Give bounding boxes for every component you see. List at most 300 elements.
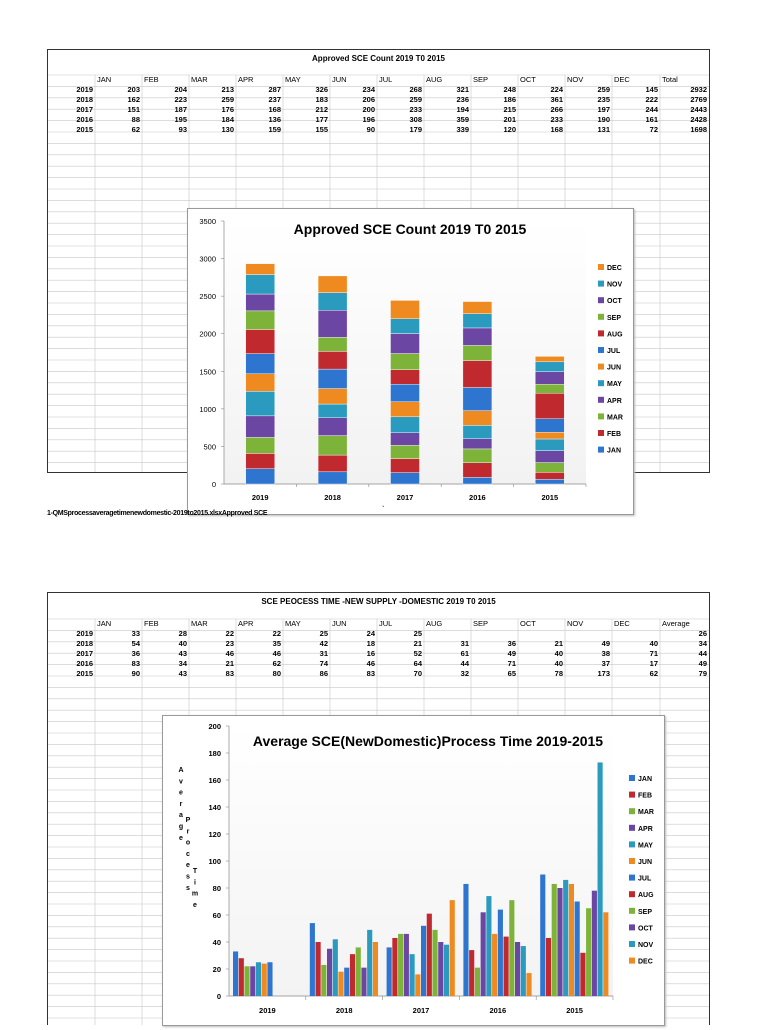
cell[interactable] — [518, 629, 565, 639]
cell[interactable]: 213 — [221, 85, 234, 94]
header-cell[interactable]: JUL — [379, 619, 393, 628]
bar-jul-2016[interactable] — [498, 910, 503, 996]
cell[interactable]: 35 — [272, 639, 281, 648]
bar-segment-jun-2016[interactable] — [463, 411, 492, 426]
cell[interactable]: 259 — [597, 85, 610, 94]
bar-segment-feb-2015[interactable] — [535, 472, 564, 479]
cell[interactable]: 28 — [178, 629, 187, 638]
cell[interactable]: 168 — [550, 125, 563, 134]
cell[interactable]: 2443 — [690, 105, 707, 114]
cell[interactable]: 235 — [597, 95, 610, 104]
cell[interactable]: 43 — [178, 649, 187, 658]
cell[interactable]: 36 — [507, 639, 516, 648]
header-cell[interactable]: JAN — [97, 75, 112, 84]
bar-segment-aug-2018[interactable] — [318, 351, 347, 369]
cell[interactable]: 31 — [460, 639, 469, 648]
header-cell[interactable] — [48, 75, 95, 85]
bar-segment-apr-2019[interactable] — [246, 416, 275, 438]
cell[interactable]: 74 — [319, 659, 328, 668]
cell[interactable]: 83 — [366, 669, 375, 678]
bar-segment-sep-2015[interactable] — [535, 384, 564, 393]
cell[interactable]: 88 — [131, 115, 140, 124]
cell[interactable]: 223 — [174, 95, 187, 104]
cell[interactable]: 83 — [131, 659, 140, 668]
cell[interactable]: 2018 — [76, 639, 93, 648]
cell[interactable]: 120 — [503, 125, 516, 134]
bar-aug-2016[interactable] — [504, 937, 509, 996]
bar-may-2019[interactable] — [256, 962, 261, 996]
bar-nov-2016[interactable] — [521, 946, 526, 996]
cell[interactable]: 130 — [221, 125, 234, 134]
cell[interactable]: 204 — [174, 85, 187, 94]
cell[interactable]: 176 — [221, 105, 234, 114]
bar-segment-jan-2016[interactable] — [463, 477, 492, 484]
cell[interactable]: 42 — [319, 639, 328, 648]
bar-dec-2016[interactable] — [526, 973, 531, 996]
bar-nov-2017[interactable] — [444, 945, 449, 996]
cell[interactable]: 184 — [221, 115, 234, 124]
cell[interactable]: 200 — [362, 105, 375, 114]
legend-label[interactable]: JUL — [607, 348, 621, 355]
bar-segment-dec-2018[interactable] — [318, 276, 347, 293]
cell[interactable]: 151 — [127, 105, 140, 114]
cell[interactable]: 52 — [413, 649, 422, 658]
cell[interactable]: 237 — [268, 95, 281, 104]
header-cell[interactable]: DEC — [614, 75, 630, 84]
cell[interactable]: 62 — [272, 659, 281, 668]
header-cell[interactable]: JAN — [97, 619, 112, 628]
bar-segment-jan-2019[interactable] — [246, 469, 275, 484]
bar-jan-2015[interactable] — [540, 875, 545, 997]
cell[interactable]: 173 — [597, 669, 610, 678]
cell[interactable]: 201 — [503, 115, 516, 124]
legend-label[interactable]: AUG — [638, 892, 654, 900]
bar-segment-apr-2015[interactable] — [535, 451, 564, 463]
cell[interactable]: 2769 — [690, 95, 707, 104]
bar-segment-may-2018[interactable] — [318, 404, 347, 418]
bar-dec-2015[interactable] — [603, 912, 608, 996]
cell[interactable]: 43 — [178, 669, 187, 678]
bar-oct-2017[interactable] — [438, 942, 443, 996]
cell[interactable]: 136 — [268, 115, 281, 124]
header-cell[interactable]: AUG — [426, 619, 443, 628]
cell[interactable]: 212 — [315, 105, 328, 114]
header-cell[interactable]: DEC — [614, 619, 630, 628]
bar-segment-jul-2019[interactable] — [246, 354, 275, 374]
bar-segment-feb-2016[interactable] — [463, 463, 492, 478]
bar-segment-aug-2016[interactable] — [463, 361, 492, 388]
header-cell[interactable]: JUN — [332, 75, 347, 84]
bar-segment-may-2015[interactable] — [535, 439, 564, 451]
cell[interactable]: 2016 — [76, 115, 93, 124]
cell[interactable]: 31 — [319, 649, 328, 658]
cell[interactable]: 155 — [315, 125, 328, 134]
cell[interactable]: 46 — [225, 649, 234, 658]
bar-segment-sep-2019[interactable] — [246, 311, 275, 330]
cell[interactable]: 21 — [554, 639, 563, 648]
cell[interactable]: 206 — [362, 95, 375, 104]
cell[interactable]: 179 — [409, 125, 422, 134]
cell[interactable]: 2018 — [76, 95, 93, 104]
bar-may-2015[interactable] — [563, 880, 568, 996]
bar-sep-2015[interactable] — [586, 908, 591, 996]
bar-segment-dec-2016[interactable] — [463, 302, 492, 314]
cell[interactable]: 194 — [456, 105, 469, 114]
cell[interactable] — [565, 629, 612, 639]
bar-segment-may-2017[interactable] — [391, 417, 420, 433]
cell[interactable]: 71 — [649, 649, 658, 658]
cell[interactable]: 259 — [409, 95, 422, 104]
bar-jun-2015[interactable] — [569, 884, 574, 996]
cell[interactable]: 25 — [319, 629, 328, 638]
legend-label[interactable]: DEC — [638, 958, 653, 966]
cell[interactable] — [424, 629, 471, 639]
cell[interactable]: 2428 — [690, 115, 707, 124]
bar-aug-2018[interactable] — [350, 954, 355, 996]
bar-jul-2018[interactable] — [344, 968, 349, 996]
cell[interactable]: 2016 — [76, 659, 93, 668]
legend-label[interactable]: NOV — [607, 281, 623, 289]
cell[interactable]: 2015 — [76, 669, 93, 678]
bar-jan-2017[interactable] — [387, 947, 392, 996]
bar-mar-2016[interactable] — [475, 968, 480, 996]
cell[interactable]: 18 — [366, 639, 375, 648]
cell[interactable]: 44 — [460, 659, 469, 668]
cell[interactable]: 259 — [221, 95, 234, 104]
bar-feb-2015[interactable] — [546, 938, 551, 996]
bar-segment-jul-2018[interactable] — [318, 369, 347, 388]
bar-segment-sep-2018[interactable] — [318, 337, 347, 351]
header-cell[interactable]: NOV — [567, 619, 584, 628]
bar-segment-nov-2015[interactable] — [535, 362, 564, 372]
cell[interactable]: 234 — [362, 85, 375, 94]
cell[interactable]: 215 — [503, 105, 516, 114]
cell[interactable]: 224 — [550, 85, 563, 94]
legend-label[interactable]: OCT — [638, 925, 653, 933]
clustered-bar-chart[interactable] — [162, 715, 665, 1026]
legend-label[interactable]: APR — [638, 825, 653, 833]
header-cell[interactable]: AUG — [426, 75, 443, 84]
cell[interactable]: 2017 — [76, 105, 93, 114]
cell[interactable]: 186 — [503, 95, 516, 104]
cell[interactable]: 44 — [698, 649, 707, 658]
bar-may-2016[interactable] — [486, 896, 491, 996]
bar-segment-jan-2018[interactable] — [318, 472, 347, 484]
cell[interactable]: 86 — [319, 669, 328, 678]
bar-apr-2016[interactable] — [481, 912, 486, 996]
cell[interactable]: 233 — [409, 105, 422, 114]
cell[interactable]: 34 — [698, 639, 707, 648]
header-cell[interactable]: MAY — [285, 619, 301, 628]
legend-label[interactable]: SEP — [607, 314, 622, 322]
bar-segment-jun-2019[interactable] — [246, 374, 275, 392]
cell[interactable]: 25 — [413, 629, 422, 638]
cell[interactable]: 308 — [409, 115, 422, 124]
cell[interactable]: 40 — [649, 639, 658, 648]
bar-dec-2017[interactable] — [450, 900, 455, 996]
cell[interactable]: 203 — [127, 85, 140, 94]
cell[interactable]: 162 — [127, 95, 140, 104]
cell[interactable]: 159 — [268, 125, 281, 134]
cell[interactable]: 195 — [174, 115, 187, 124]
bar-dec-2018[interactable] — [373, 942, 378, 996]
cell[interactable]: 23 — [225, 639, 234, 648]
cell[interactable]: 161 — [645, 115, 658, 124]
bar-segment-mar-2018[interactable] — [318, 436, 347, 455]
cell[interactable]: 21 — [225, 659, 234, 668]
cell[interactable]: 1698 — [690, 125, 707, 134]
bar-segment-sep-2017[interactable] — [391, 354, 420, 370]
bar-mar-2015[interactable] — [552, 884, 557, 996]
legend-label[interactable]: FEB — [607, 431, 621, 438]
bar-segment-nov-2018[interactable] — [318, 293, 347, 311]
bar-jan-2019[interactable] — [233, 951, 238, 996]
bar-jul-2015[interactable] — [575, 902, 580, 997]
bar-apr-2018[interactable] — [327, 949, 332, 996]
bar-sep-2017[interactable] — [432, 930, 437, 996]
cell[interactable]: 38 — [601, 649, 610, 658]
cell[interactable]: 70 — [413, 669, 422, 678]
cell[interactable]: 244 — [645, 105, 658, 114]
cell[interactable]: 236 — [456, 95, 469, 104]
cell[interactable]: 78 — [554, 669, 563, 678]
cell[interactable]: 46 — [366, 659, 375, 668]
cell[interactable]: 287 — [268, 85, 281, 94]
legend-label[interactable]: FEB — [638, 792, 652, 800]
bar-segment-jun-2017[interactable] — [391, 402, 420, 417]
bar-segment-aug-2019[interactable] — [246, 330, 275, 354]
cell[interactable]: 49 — [698, 659, 707, 668]
legend-label[interactable]: APR — [607, 397, 622, 405]
legend-label[interactable]: JUN — [607, 364, 622, 372]
cell[interactable]: 49 — [507, 649, 516, 658]
bar-segment-jun-2015[interactable] — [535, 432, 564, 439]
cell[interactable]: 32 — [460, 669, 469, 678]
header-cell[interactable]: Average — [662, 619, 690, 628]
cell[interactable]: 62 — [131, 125, 140, 134]
bar-segment-oct-2019[interactable] — [246, 294, 275, 311]
bar-segment-apr-2018[interactable] — [318, 418, 347, 436]
bar-segment-mar-2019[interactable] — [246, 437, 275, 453]
bar-oct-2016[interactable] — [515, 942, 520, 996]
legend-label[interactable]: JUL — [638, 875, 652, 883]
cell[interactable]: 16 — [366, 649, 375, 658]
cell[interactable]: 72 — [649, 125, 658, 134]
legend-label[interactable]: DEC — [607, 265, 622, 272]
cell[interactable]: 36 — [131, 649, 140, 658]
cell[interactable]: 339 — [456, 125, 469, 134]
bar-segment-aug-2017[interactable] — [391, 370, 420, 385]
cell[interactable]: 40 — [554, 659, 563, 668]
cell[interactable]: 326 — [315, 85, 328, 94]
legend-label[interactable]: AUG — [607, 331, 623, 339]
bar-segment-jan-2017[interactable] — [391, 473, 420, 484]
header-cell[interactable]: SEP — [473, 619, 489, 628]
header-cell[interactable] — [48, 619, 95, 629]
bar-segment-dec-2015[interactable] — [535, 356, 564, 361]
bar-mar-2019[interactable] — [244, 966, 249, 996]
bar-segment-nov-2019[interactable] — [246, 275, 275, 294]
cell[interactable]: 83 — [225, 669, 234, 678]
header-cell[interactable]: FEB — [144, 75, 159, 84]
bar-segment-jul-2016[interactable] — [463, 388, 492, 411]
bar-sep-2018[interactable] — [356, 947, 361, 996]
bar-feb-2019[interactable] — [239, 958, 244, 996]
cell[interactable]: 233 — [550, 115, 563, 124]
cell[interactable]: 2017 — [76, 649, 93, 658]
cell[interactable]: 196 — [362, 115, 375, 124]
bar-may-2017[interactable] — [410, 954, 415, 996]
bar-nov-2018[interactable] — [367, 930, 372, 996]
bar-segment-oct-2015[interactable] — [535, 372, 564, 385]
cell[interactable]: 61 — [460, 649, 469, 658]
cell[interactable]: 183 — [315, 95, 328, 104]
bar-nov-2015[interactable] — [598, 762, 603, 996]
bar-jul-2017[interactable] — [421, 926, 426, 996]
cell[interactable]: 21 — [413, 639, 422, 648]
cell[interactable]: 90 — [131, 669, 140, 678]
header-cell[interactable]: NOV — [567, 75, 584, 84]
bar-segment-jul-2015[interactable] — [535, 419, 564, 432]
bar-jun-2017[interactable] — [415, 974, 420, 996]
bar-oct-2015[interactable] — [592, 891, 597, 996]
bar-feb-2017[interactable] — [392, 938, 397, 996]
cell[interactable]: 34 — [178, 659, 187, 668]
cell[interactable]: 2019 — [76, 85, 93, 94]
header-cell[interactable]: SEP — [473, 75, 489, 84]
header-cell[interactable]: MAR — [191, 75, 208, 84]
cell[interactable]: 321 — [456, 85, 469, 94]
bar-segment-jun-2018[interactable] — [318, 389, 347, 404]
cell[interactable]: 197 — [597, 105, 610, 114]
cell[interactable]: 2015 — [76, 125, 93, 134]
cell[interactable]: 248 — [503, 85, 516, 94]
legend-label[interactable]: MAR — [638, 809, 654, 817]
cell[interactable]: 37 — [601, 659, 610, 668]
legend-label[interactable]: MAY — [638, 842, 653, 850]
cell[interactable]: 79 — [698, 669, 707, 678]
bar-segment-oct-2017[interactable] — [391, 334, 420, 354]
bar-jan-2018[interactable] — [310, 923, 315, 996]
bar-segment-mar-2017[interactable] — [391, 445, 420, 458]
bar-segment-sep-2016[interactable] — [463, 345, 492, 360]
bar-segment-feb-2018[interactable] — [318, 455, 347, 472]
legend-label[interactable]: MAY — [607, 381, 622, 389]
bar-segment-apr-2017[interactable] — [391, 433, 420, 446]
bar-segment-dec-2019[interactable] — [246, 264, 275, 275]
cell[interactable]: 187 — [174, 105, 187, 114]
bar-apr-2019[interactable] — [250, 966, 255, 996]
bar-segment-jul-2017[interactable] — [391, 384, 420, 402]
cell[interactable]: 62 — [649, 669, 658, 678]
cell[interactable]: 131 — [597, 125, 610, 134]
bar-aug-2015[interactable] — [580, 953, 585, 996]
cell[interactable]: 54 — [131, 639, 140, 648]
cell[interactable]: 46 — [272, 649, 281, 658]
header-cell[interactable]: APR — [238, 619, 254, 628]
bar-apr-2015[interactable] — [557, 888, 562, 996]
header-cell[interactable]: JUL — [379, 75, 393, 84]
cell[interactable]: 40 — [178, 639, 187, 648]
legend-label[interactable]: OCT — [607, 298, 622, 306]
bar-segment-may-2019[interactable] — [246, 391, 275, 415]
bar-mar-2018[interactable] — [321, 965, 326, 996]
cell[interactable]: 222 — [645, 95, 658, 104]
bar-segment-jan-2015[interactable] — [535, 479, 564, 484]
cell[interactable]: 268 — [409, 85, 422, 94]
bar-oct-2018[interactable] — [361, 968, 366, 996]
bar-jan-2016[interactable] — [463, 884, 468, 996]
bar-segment-feb-2017[interactable] — [391, 459, 420, 473]
cell[interactable]: 80 — [272, 669, 281, 678]
bar-jun-2016[interactable] — [492, 934, 497, 996]
cell[interactable]: 64 — [413, 659, 422, 668]
stacked-bar-chart[interactable] — [187, 208, 634, 515]
legend-label[interactable]: SEP — [638, 908, 653, 916]
header-cell[interactable]: Total — [662, 75, 678, 84]
legend-label[interactable]: MAR — [607, 414, 623, 422]
header-cell[interactable]: FEB — [144, 619, 159, 628]
cell[interactable]: 177 — [315, 115, 328, 124]
cell[interactable]: 49 — [601, 639, 610, 648]
bar-segment-mar-2015[interactable] — [535, 463, 564, 473]
bar-may-2018[interactable] — [333, 939, 338, 996]
bar-segment-oct-2016[interactable] — [463, 328, 492, 346]
header-cell[interactable]: JUN — [332, 619, 347, 628]
legend-label[interactable]: JAN — [638, 776, 653, 783]
cell[interactable]: 40 — [554, 649, 563, 658]
bar-sep-2016[interactable] — [509, 900, 514, 996]
cell[interactable] — [612, 629, 660, 639]
bar-segment-nov-2016[interactable] — [463, 314, 492, 328]
cell[interactable]: 145 — [645, 85, 658, 94]
header-cell[interactable]: APR — [238, 75, 254, 84]
bar-segment-nov-2017[interactable] — [391, 319, 420, 334]
bar-jul-2019[interactable] — [267, 962, 272, 996]
bar-segment-dec-2017[interactable] — [391, 300, 420, 318]
cell[interactable]: 359 — [456, 115, 469, 124]
bar-aug-2017[interactable] — [427, 914, 432, 996]
cell[interactable]: 93 — [178, 125, 187, 134]
cell[interactable]: 26 — [698, 629, 707, 638]
cell[interactable]: 2932 — [690, 85, 707, 94]
cell[interactable]: 90 — [366, 125, 375, 134]
legend-label[interactable]: NOV — [638, 942, 654, 949]
cell[interactable]: 361 — [550, 95, 563, 104]
legend-label[interactable]: JUN — [638, 859, 653, 866]
bar-segment-oct-2018[interactable] — [318, 310, 347, 337]
cell[interactable]: 65 — [507, 669, 516, 678]
cell[interactable]: 190 — [597, 115, 610, 124]
bar-segment-mar-2016[interactable] — [463, 449, 492, 463]
cell[interactable] — [471, 629, 518, 639]
bar-apr-2017[interactable] — [404, 934, 409, 996]
bar-jun-2019[interactable] — [262, 964, 267, 996]
header-cell[interactable]: OCT — [520, 75, 536, 84]
bar-segment-feb-2019[interactable] — [246, 453, 275, 468]
header-cell[interactable]: OCT — [520, 619, 536, 628]
cell[interactable]: 22 — [225, 629, 234, 638]
cell[interactable]: 17 — [649, 659, 658, 668]
bar-segment-may-2016[interactable] — [463, 425, 492, 438]
bar-jun-2018[interactable] — [338, 972, 343, 996]
bar-mar-2017[interactable] — [398, 934, 403, 996]
header-cell[interactable]: MAY — [285, 75, 301, 84]
bar-segment-aug-2015[interactable] — [535, 393, 564, 418]
cell[interactable]: 2019 — [76, 629, 93, 638]
cell[interactable]: 266 — [550, 105, 563, 114]
header-cell[interactable]: MAR — [191, 619, 208, 628]
